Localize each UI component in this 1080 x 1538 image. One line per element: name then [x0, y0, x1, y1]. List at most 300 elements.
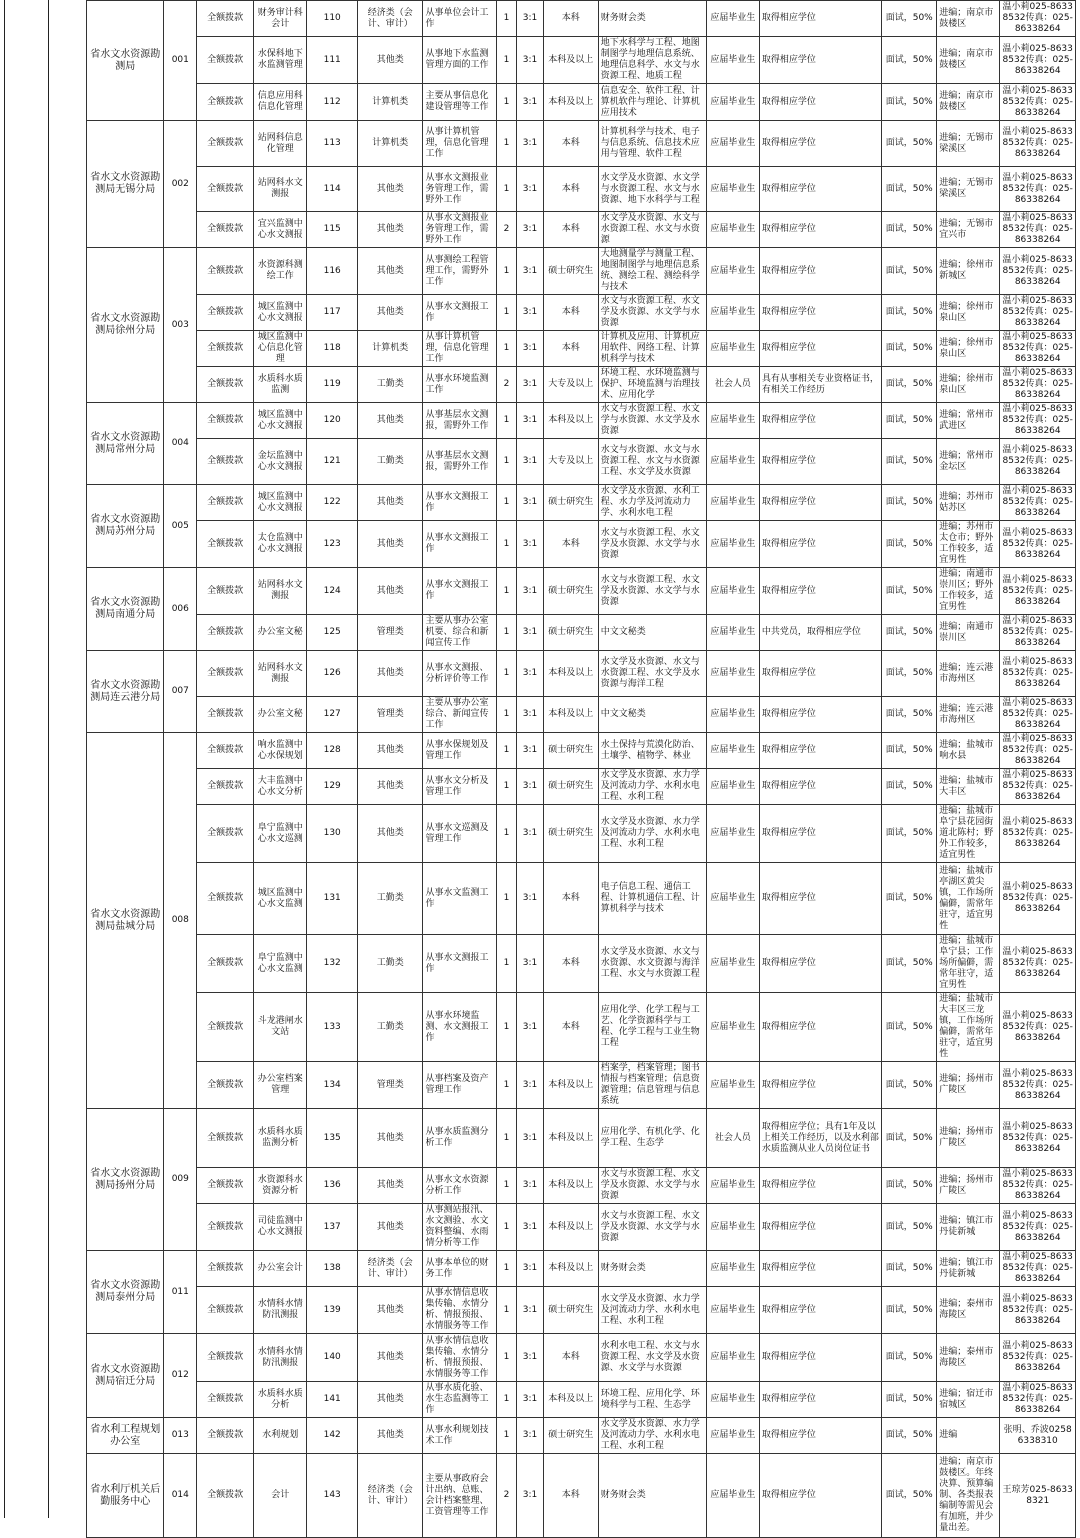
cell-num: 135: [307, 1109, 358, 1168]
cell-num: 131: [307, 863, 358, 935]
cell-desc: 主要从事信息化建设管理等工作: [423, 84, 496, 121]
table-row: [87, 1251, 1076, 1287]
cell-ratio: 3:1: [517, 733, 544, 769]
cell-contact: 温小莉025-86338532传真：025-86338264: [1000, 863, 1076, 935]
cell-unit: 省水文水资源勘测局连云港分局: [87, 651, 164, 733]
cell-post: 水资源科水资源分析: [254, 1168, 307, 1204]
cell-cat: 其他类: [358, 403, 423, 439]
cell-other: 取得相应学位: [759, 248, 881, 295]
cell-loc: 进编；南通市崇川区；野外工作较多，适宜男性: [937, 568, 1000, 615]
cell-major: 地下水科学与工程、地图制图学与地理信息系统、地理信息科学、水文与水资源工程、地质工程: [598, 37, 706, 84]
cell-num: 130: [307, 805, 358, 863]
cell-exam: 面试，50%: [882, 1062, 937, 1109]
cell-code: 013: [164, 1418, 197, 1454]
cell-other: 取得相应学位: [759, 1204, 881, 1251]
cell-loc: 进编；扬州市广陵区: [937, 1109, 1000, 1168]
cell-loc: 进编；徐州市泉山区: [937, 295, 1000, 331]
cell-count: 2: [496, 212, 516, 248]
cell-exam: 面试，50%: [882, 367, 937, 403]
cell-target: 应届毕业生: [706, 935, 759, 993]
cell-other: 取得相应学位: [759, 568, 881, 615]
cell-other: 取得相应学位: [759, 439, 881, 485]
cell-exam: 面试，50%: [882, 485, 937, 521]
cell-cat: 其他类: [358, 212, 423, 248]
cell-edu: 硕士研究生: [543, 769, 598, 805]
cell-funding: 全额拨款: [197, 1287, 254, 1334]
cell-post: 水保科地下水监测管理: [254, 37, 307, 84]
cell-funding: 全额拨款: [197, 212, 254, 248]
cell-num: 119: [307, 367, 358, 403]
cell-loc: 进编；盐城市阜宁县花园街道北陈村；野外工作较多，适宜男性: [937, 805, 1000, 863]
cell-cat: 工勤类: [358, 367, 423, 403]
cell-post: 会计: [254, 1454, 307, 1538]
cell-count: 1: [496, 439, 516, 485]
cell-unit: 省水利厅机关后勤服务中心: [87, 1454, 164, 1538]
cell-exam: 面试，50%: [882, 212, 937, 248]
cell-contact: 温小莉025-86338532传真：025-86338264: [1000, 568, 1076, 615]
cell-edu: 硕士研究生: [543, 568, 598, 615]
cell-code: 007: [164, 651, 197, 733]
cell-post: 阜宁监测中心水文巡测: [254, 805, 307, 863]
table-row: [87, 697, 1076, 733]
cell-desc: 从事水文巡测及管理工作: [423, 805, 496, 863]
cell-target: 应届毕业生: [706, 993, 759, 1062]
cell-count: 1: [496, 1418, 516, 1454]
cell-loc: 进编；无锡市梁溪区: [937, 121, 1000, 167]
cell-num: 120: [307, 403, 358, 439]
cell-funding: 全额拨款: [197, 248, 254, 295]
cell-exam: 面试，50%: [882, 1454, 937, 1538]
cell-edu: 本科: [543, 935, 598, 993]
cell-count: 1: [496, 403, 516, 439]
cell-exam: 面试，50%: [882, 121, 937, 167]
cell-count: 1: [496, 248, 516, 295]
cell-post: 城区监测中心水文测报: [254, 485, 307, 521]
cell-count: 1: [496, 295, 516, 331]
cell-target: 应届毕业生: [706, 248, 759, 295]
cell-target: 应届毕业生: [706, 863, 759, 935]
cell-contact: 温小莉025-86338532传真：025-86338264: [1000, 167, 1076, 212]
cell-desc: 从事地下水监测管理方面的工作: [423, 37, 496, 84]
cell-other: 取得相应学位: [759, 1382, 881, 1418]
cell-contact: 温小莉025-86338532传真：025-86338264: [1000, 367, 1076, 403]
cell-contact: 温小莉025-86338532传真：025-86338264: [1000, 935, 1076, 993]
table-row: [87, 403, 1076, 439]
cell-exam: 面试，50%: [882, 805, 937, 863]
cell-post: 水情科水情防汛测报: [254, 1334, 307, 1382]
cell-code: 005: [164, 485, 197, 568]
cell-num: 116: [307, 248, 358, 295]
cell-edu: 本科: [543, 331, 598, 367]
cell-desc: 从事水文测报工作: [423, 521, 496, 568]
cell-ratio: 3:1: [517, 863, 544, 935]
cell-other: 取得相应学位: [759, 805, 881, 863]
cell-cat: 其他类: [358, 1204, 423, 1251]
cell-major: 电子信息工程、通信工程、计算机通信工程、计算机科学与技术: [598, 863, 706, 935]
cell-ratio: 3:1: [517, 121, 544, 167]
cell-ratio: 3:1: [517, 1109, 544, 1168]
cell-post: 水质科水质监测分析: [254, 1109, 307, 1168]
cell-other: 取得相应学位: [759, 403, 881, 439]
cell-desc: 从事水环境监测、水文测报工作: [423, 993, 496, 1062]
cell-cat: 工勤类: [358, 935, 423, 993]
cell-exam: 面试，50%: [882, 769, 937, 805]
cell-other: 取得相应学位: [759, 1334, 881, 1382]
cell-exam: 面试，50%: [882, 568, 937, 615]
cell-cat: 计算机类: [358, 84, 423, 121]
cell-major: 应用化学、有机化学、化学工程、生态学: [598, 1109, 706, 1168]
table-row: [87, 1287, 1076, 1334]
cell-desc: 从事基层水文测报，需野外工作: [423, 403, 496, 439]
cell-ratio: 3:1: [517, 615, 544, 651]
cell-post: 宜兴监测中心水文测报: [254, 212, 307, 248]
cell-count: 1: [496, 568, 516, 615]
cell-post: 办公室文秘: [254, 615, 307, 651]
cell-target: 应届毕业生: [706, 1334, 759, 1382]
cell-exam: 面试，50%: [882, 37, 937, 84]
cell-exam: 面试，50%: [882, 863, 937, 935]
cell-edu: 本科及以上: [543, 1109, 598, 1168]
cell-target: 应届毕业生: [706, 769, 759, 805]
cell-count: 1: [496, 37, 516, 84]
cell-loc: 进编；徐州市泉山区: [937, 331, 1000, 367]
cell-edu: 本科: [543, 295, 598, 331]
cell-loc: 进编: [937, 1418, 1000, 1454]
cell-contact: 温小莉025-86338532传真：025-86338264: [1000, 805, 1076, 863]
cell-exam: 面试，50%: [882, 1251, 937, 1287]
table-row: [87, 1382, 1076, 1418]
cell-count: 1: [496, 121, 516, 167]
cell-desc: 从事单位会计工作: [423, 1, 496, 37]
cell-code: 002: [164, 121, 197, 248]
cell-unit: 省水文水资源勘测局南通分局: [87, 568, 164, 651]
cell-num: 121: [307, 439, 358, 485]
cell-post: 阜宁监测中心水文监测: [254, 935, 307, 993]
cell-num: 111: [307, 37, 358, 84]
cell-count: 1: [496, 935, 516, 993]
cell-contact: 温小莉025-86338532传真：025-86338264: [1000, 1, 1076, 37]
cell-post: 水资源科测绘工作: [254, 248, 307, 295]
cell-ratio: 3:1: [517, 568, 544, 615]
cell-count: 1: [496, 615, 516, 651]
cell-exam: 面试，50%: [882, 1418, 937, 1454]
cell-funding: 全额拨款: [197, 568, 254, 615]
cell-desc: 从事水环境监测工作: [423, 367, 496, 403]
cell-cat: 工勤类: [358, 993, 423, 1062]
cell-other: 取得相应学位: [759, 37, 881, 84]
cell-funding: 全额拨款: [197, 1, 254, 37]
table-row: [87, 769, 1076, 805]
cell-ratio: 3:1: [517, 1251, 544, 1287]
cell-exam: 面试，50%: [882, 1204, 937, 1251]
cell-code: 006: [164, 568, 197, 651]
cell-target: 应届毕业生: [706, 805, 759, 863]
cell-count: 1: [496, 1334, 516, 1382]
cell-code: 008: [164, 733, 197, 1109]
cell-ratio: 3:1: [517, 37, 544, 84]
cell-count: 1: [496, 769, 516, 805]
cell-loc: 进编；苏州市姑苏区: [937, 485, 1000, 521]
cell-post: 响水监测中心水保规划: [254, 733, 307, 769]
cell-target: 应届毕业生: [706, 331, 759, 367]
cell-major: 水文学及水资源、水文与水资源工程、水文与水资源: [598, 212, 706, 248]
cell-ratio: 3:1: [517, 439, 544, 485]
cell-count: 1: [496, 1109, 516, 1168]
cell-contact: 温小莉025-86338532传真：025-86338264: [1000, 212, 1076, 248]
cell-count: 2: [496, 1454, 516, 1538]
cell-loc: 进编；南通市崇川区: [937, 615, 1000, 651]
cell-desc: 从事水文分析及管理工作: [423, 769, 496, 805]
cell-contact: 温小莉025-86338532传真：025-86338264: [1000, 615, 1076, 651]
cell-contact: 温小莉025-86338532传真：025-86338264: [1000, 295, 1076, 331]
cell-contact: 温小莉025-86338532传真：025-86338264: [1000, 521, 1076, 568]
cell-target: 应届毕业生: [706, 485, 759, 521]
cell-unit: 省水文水资源勘测局扬州分局: [87, 1109, 164, 1251]
cell-desc: 主要从事办公室机要、综合和新闻宣传工作: [423, 615, 496, 651]
cell-count: 1: [496, 167, 516, 212]
cell-edu: 本科及以上: [543, 1168, 598, 1204]
cell-contact: 温小莉025-86338532传真：025-86338264: [1000, 993, 1076, 1062]
cell-funding: 全额拨款: [197, 651, 254, 697]
cell-edu: 硕士研究生: [543, 1287, 598, 1334]
cell-other: 取得相应学位: [759, 769, 881, 805]
cell-target: 应届毕业生: [706, 295, 759, 331]
cell-contact: 温小莉025-86338532传真：025-86338264: [1000, 485, 1076, 521]
cell-edu: 本科及以上: [543, 1251, 598, 1287]
cell-desc: 从事水质监测分析工作: [423, 1109, 496, 1168]
cell-num: 139: [307, 1287, 358, 1334]
cell-cat: 其他类: [358, 295, 423, 331]
cell-ratio: 3:1: [517, 331, 544, 367]
cell-target: 应届毕业生: [706, 1382, 759, 1418]
cell-code: 014: [164, 1454, 197, 1538]
cell-post: 城区监测中心水文监测: [254, 863, 307, 935]
cell-num: 125: [307, 615, 358, 651]
cell-edu: 大专及以上: [543, 367, 598, 403]
cell-cat: 其他类: [358, 1382, 423, 1418]
cell-funding: 全额拨款: [197, 1382, 254, 1418]
table-row: [87, 167, 1076, 212]
table-row: [87, 84, 1076, 121]
cell-loc: 进编；泰州市海陵区: [937, 1334, 1000, 1382]
cell-code: 011: [164, 1251, 197, 1334]
cell-major: 水文与水资源工程、水文学及水资源、水文学与水资源: [598, 568, 706, 615]
cell-num: 128: [307, 733, 358, 769]
cell-major: 财务财会类: [598, 1454, 706, 1538]
table-row: [87, 1062, 1076, 1109]
cell-num: 124: [307, 568, 358, 615]
cell-other: 取得相应学位: [759, 651, 881, 697]
cell-cat: 管理类: [358, 615, 423, 651]
cell-contact: 温小莉025-86338532传真：025-86338264: [1000, 1168, 1076, 1204]
cell-major: 水文学及水资源、水利工程、水力学及河流动力学、水利水电工程: [598, 485, 706, 521]
cell-edu: 本科及以上: [543, 1062, 598, 1109]
cell-funding: 全额拨款: [197, 331, 254, 367]
table-row: [87, 993, 1076, 1062]
cell-contact: 温小莉025-86338532传真：025-86338264: [1000, 697, 1076, 733]
cell-desc: 主要从事政府会计出纳、总账、会计档案整理、工资管理等工作: [423, 1454, 496, 1538]
cell-ratio: 3:1: [517, 403, 544, 439]
cell-desc: 从事水文测报工作: [423, 568, 496, 615]
cell-loc: 进编；镇江市丹徒新城: [937, 1204, 1000, 1251]
cell-contact: 温小莉025-86338532传真：025-86338264: [1000, 733, 1076, 769]
cell-desc: 从事水保规划及管理工作: [423, 733, 496, 769]
cell-target: 应届毕业生: [706, 615, 759, 651]
cell-major: 水文学及水资源、水文与水资源工程、水文学及水资源与海洋工程: [598, 651, 706, 697]
cell-post: 斗龙港闸水文站: [254, 993, 307, 1062]
cell-loc: 进编；连云港市海州区: [937, 651, 1000, 697]
cell-major: 中文文秘类: [598, 697, 706, 733]
cell-contact: 温小莉025-86338532传真：025-86338264: [1000, 248, 1076, 295]
cell-other: 取得相应学位: [759, 295, 881, 331]
cell-loc: 进编；盐城市阜宁县；工作场所偏僻，需常年驻守，适宜男性: [937, 935, 1000, 993]
cell-num: 136: [307, 1168, 358, 1204]
cell-post: 司徒监测中心水文测报: [254, 1204, 307, 1251]
cell-desc: 主要从事办公室综合、新闻宣传工作: [423, 697, 496, 733]
cell-post: 办公室档案管理: [254, 1062, 307, 1109]
cell-cat: 其他类: [358, 805, 423, 863]
cell-desc: 从事水情信息收集传输、水情分析、情报预报、水情服务等工作: [423, 1287, 496, 1334]
cell-loc: 进编；常州市金坛区: [937, 439, 1000, 485]
cell-ratio: 3:1: [517, 212, 544, 248]
table-row: [87, 568, 1076, 615]
cell-major: 应用化学、化学工程与工艺、化学资源科学与工程、化学工程与工业生物工程: [598, 993, 706, 1062]
table-row: [87, 1454, 1076, 1538]
cell-major: 信息安全、软件工程、计算机软件与理论、计算机应用技术: [598, 84, 706, 121]
cell-edu: 本科: [543, 167, 598, 212]
left-margin-line-2: [48, 0, 49, 1518]
cell-other: 取得相应学位: [759, 1418, 881, 1454]
cell-other: 取得相应学位: [759, 121, 881, 167]
cell-desc: 从事水文水资源分析工作: [423, 1168, 496, 1204]
cell-target: 应届毕业生: [706, 1251, 759, 1287]
cell-num: 140: [307, 1334, 358, 1382]
cell-edu: 大专及以上: [543, 439, 598, 485]
cell-code: 001: [164, 1, 197, 121]
cell-funding: 全额拨款: [197, 1062, 254, 1109]
cell-other: 取得相应学位: [759, 863, 881, 935]
cell-exam: 面试，50%: [882, 935, 937, 993]
cell-post: 水质科水质分析: [254, 1382, 307, 1418]
cell-unit: 省水文水资源勘测局宿迁分局: [87, 1334, 164, 1418]
table-row: [87, 37, 1076, 84]
cell-target: 应届毕业生: [706, 697, 759, 733]
cell-contact: 温小莉025-86338532传真：025-86338264: [1000, 84, 1076, 121]
cell-funding: 全额拨款: [197, 805, 254, 863]
cell-desc: 从事档案及资产管理工作: [423, 1062, 496, 1109]
cell-edu: 本科及以上: [543, 1382, 598, 1418]
cell-loc: 进编；连云港市海州区: [937, 697, 1000, 733]
cell-num: 129: [307, 769, 358, 805]
cell-edu: 本科: [543, 521, 598, 568]
cell-major: 水文学及水资源、水文与水资源、水文资源与海洋工程、水文与水资源工程: [598, 935, 706, 993]
cell-edu: 本科: [543, 1, 598, 37]
cell-other: 取得相应学位: [759, 521, 881, 568]
cell-cat: 其他类: [358, 248, 423, 295]
cell-post: 城区监测中心信息化管理: [254, 331, 307, 367]
cell-ratio: 3:1: [517, 651, 544, 697]
table-row: [87, 1, 1076, 37]
cell-contact: 温小莉025-86338532传真：025-86338264: [1000, 1062, 1076, 1109]
cell-post: 办公室文秘: [254, 697, 307, 733]
cell-cat: 管理类: [358, 697, 423, 733]
cell-post: 财务审计科会计: [254, 1, 307, 37]
cell-ratio: 3:1: [517, 521, 544, 568]
cell-cat: 其他类: [358, 1334, 423, 1382]
table-row: [87, 121, 1076, 167]
cell-count: 1: [496, 1204, 516, 1251]
cell-ratio: 3:1: [517, 1454, 544, 1538]
cell-target: 应届毕业生: [706, 84, 759, 121]
cell-major: 中文文秘类: [598, 615, 706, 651]
cell-contact: 温小莉025-86338532传真：025-86338264: [1000, 121, 1076, 167]
cell-ratio: 3:1: [517, 367, 544, 403]
cell-loc: 进编；泰州市海陵区: [937, 1287, 1000, 1334]
cell-funding: 全额拨款: [197, 521, 254, 568]
cell-ratio: 3:1: [517, 1168, 544, 1204]
cell-cat: 其他类: [358, 1109, 423, 1168]
table-row: [87, 439, 1076, 485]
cell-major: 水利水电工程、水文与水资源工程、水文学及水资源、水文学与水资源: [598, 1334, 706, 1382]
cell-other: 取得相应学位: [759, 1454, 881, 1538]
cell-ratio: 3:1: [517, 697, 544, 733]
cell-funding: 全额拨款: [197, 1418, 254, 1454]
cell-num: 114: [307, 167, 358, 212]
cell-exam: 面试，50%: [882, 1287, 937, 1334]
cell-cat: 计算机类: [358, 121, 423, 167]
cell-ratio: 3:1: [517, 167, 544, 212]
cell-target: 应届毕业生: [706, 37, 759, 84]
cell-count: 1: [496, 84, 516, 121]
cell-major: 财务财会类: [598, 1, 706, 37]
cell-target: 应届毕业生: [706, 1287, 759, 1334]
cell-major: 水文与水资源工程、水文学与水资源、水文学及水资源: [598, 403, 706, 439]
cell-cat: 其他类: [358, 521, 423, 568]
cell-funding: 全额拨款: [197, 84, 254, 121]
cell-contact: 温小莉025-86338532传真：025-86338264: [1000, 37, 1076, 84]
cell-desc: 从事水文测报业务管理工作，需野外工作: [423, 167, 496, 212]
cell-exam: 面试，50%: [882, 651, 937, 697]
table-row: [87, 733, 1076, 769]
table-row: [87, 212, 1076, 248]
cell-exam: 面试，50%: [882, 84, 937, 121]
cell-unit: 省水文水资源勘测局无锡分局: [87, 121, 164, 248]
cell-post: 城区监测中心水文测报: [254, 403, 307, 439]
cell-funding: 全额拨款: [197, 769, 254, 805]
cell-count: 1: [496, 697, 516, 733]
cell-count: 1: [496, 1168, 516, 1204]
cell-other: 取得相应学位: [759, 84, 881, 121]
cell-other: 中共党员，取得相应学位: [759, 615, 881, 651]
cell-contact: 温小莉025-86338532传真：025-86338264: [1000, 1382, 1076, 1418]
table-row: [87, 295, 1076, 331]
cell-post: 水利规划: [254, 1418, 307, 1454]
cell-desc: 从事水文监测工作: [423, 863, 496, 935]
table-row: [87, 248, 1076, 295]
cell-unit: 省水文水资源勘测局: [87, 1, 164, 121]
cell-other: 取得相应学位: [759, 993, 881, 1062]
cell-desc: 从事水情信息收集传输、水情分析、情报预报、水情服务等工作: [423, 1334, 496, 1382]
cell-desc: 从事计算机管理，信息化管理工作: [423, 331, 496, 367]
cell-contact: 温小莉025-86338532传真：025-86338264: [1000, 331, 1076, 367]
cell-count: 1: [496, 1382, 516, 1418]
cell-exam: 面试，50%: [882, 1334, 937, 1382]
cell-ratio: 3:1: [517, 248, 544, 295]
cell-num: 110: [307, 1, 358, 37]
cell-edu: 硕士研究生: [543, 248, 598, 295]
cell-ratio: 3:1: [517, 805, 544, 863]
cell-major: 财务财会类: [598, 1251, 706, 1287]
